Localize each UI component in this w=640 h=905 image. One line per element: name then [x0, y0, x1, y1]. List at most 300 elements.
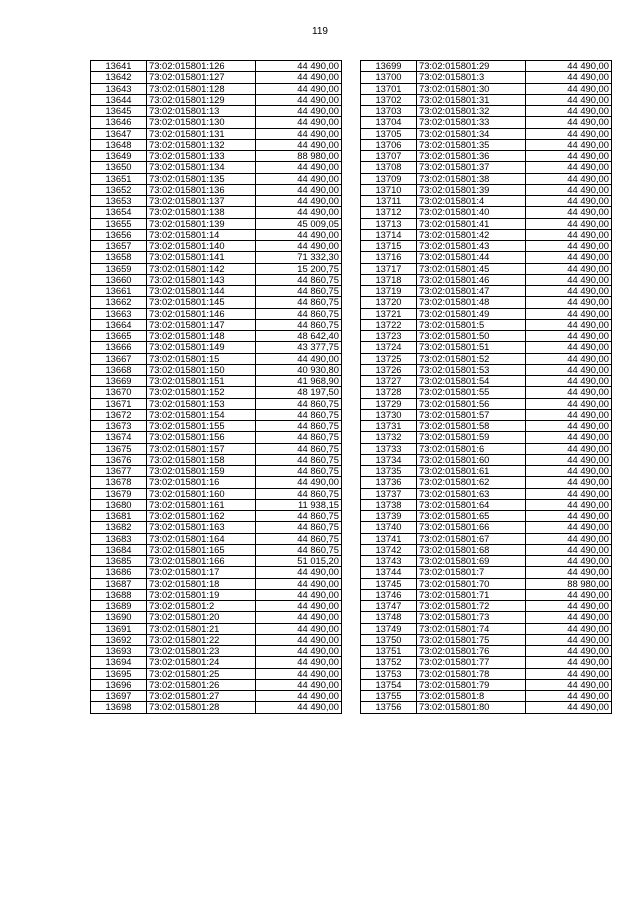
table-row [91, 263, 342, 274]
table-row [361, 61, 612, 72]
cadastral-table-left [90, 60, 342, 714]
amount-cell: 44 490,00 [256, 162, 342, 173]
table-row [361, 499, 612, 510]
amount-cell: 44 490,00 [256, 72, 342, 83]
amount-cell: 44 490,00 [256, 173, 342, 184]
table-row [91, 612, 342, 623]
row-number-cell: 13664 [91, 319, 147, 330]
amount-cell: 44 490,00 [526, 364, 612, 375]
table-row [361, 623, 612, 634]
row-number-cell: 13718 [361, 274, 417, 285]
table-row [361, 612, 612, 623]
row-number-cell: 13740 [361, 522, 417, 533]
table-row [91, 128, 342, 139]
cadastral-number-cell: 73:02:015801:53 [417, 364, 526, 375]
amount-cell: 44 490,00 [526, 421, 612, 432]
cadastral-number-cell: 73:02:015801:38 [417, 173, 526, 184]
row-number-cell: 13669 [91, 376, 147, 387]
table-row [91, 409, 342, 420]
table-row [361, 331, 612, 342]
table-row [361, 454, 612, 465]
table-row [91, 657, 342, 668]
table-row [91, 466, 342, 477]
cadastral-number-cell: 73:02:015801:154 [147, 409, 256, 420]
row-number-cell: 13686 [91, 567, 147, 578]
amount-cell: 44 490,00 [526, 207, 612, 218]
row-number-cell: 13673 [91, 421, 147, 432]
cadastral-number-cell: 73:02:015801:29 [417, 61, 526, 72]
row-number-cell: 13655 [91, 218, 147, 229]
row-number-cell: 13736 [361, 477, 417, 488]
table-row [91, 533, 342, 544]
cadastral-number-cell: 73:02:015801:24 [147, 657, 256, 668]
amount-cell: 44 490,00 [526, 106, 612, 117]
cadastral-number-cell: 73:02:015801:4 [417, 196, 526, 207]
cadastral-number-cell: 73:02:015801:51 [417, 342, 526, 353]
row-number-cell: 13748 [361, 612, 417, 623]
row-number-cell: 13710 [361, 184, 417, 195]
row-number-cell: 13689 [91, 601, 147, 612]
cadastral-number-cell: 73:02:015801:18 [147, 578, 256, 589]
cadastral-number-cell: 73:02:015801:151 [147, 376, 256, 387]
amount-cell: 44 490,00 [256, 612, 342, 623]
cadastral-number-cell: 73:02:015801:45 [417, 263, 526, 274]
table-row [361, 117, 612, 128]
cadastral-number-cell: 73:02:015801:160 [147, 488, 256, 499]
cadastral-number-cell: 73:02:015801:143 [147, 274, 256, 285]
table-row [91, 499, 342, 510]
table-row [361, 567, 612, 578]
row-number-cell: 13704 [361, 117, 417, 128]
row-number-cell: 13739 [361, 511, 417, 522]
amount-cell: 44 490,00 [526, 387, 612, 398]
table-row [361, 319, 612, 330]
amount-cell: 44 490,00 [256, 691, 342, 702]
table-row [91, 668, 342, 679]
cadastral-number-cell: 73:02:015801:59 [417, 432, 526, 443]
row-number-cell: 13707 [361, 151, 417, 162]
table-row [361, 511, 612, 522]
row-number-cell: 13730 [361, 409, 417, 420]
table-row [361, 387, 612, 398]
cadastral-number-cell: 73:02:015801:31 [417, 94, 526, 105]
row-number-cell: 13756 [361, 702, 417, 713]
table-row [361, 106, 612, 117]
cadastral-number-cell: 73:02:015801:25 [147, 668, 256, 679]
row-number-cell: 13684 [91, 544, 147, 555]
row-number-cell: 13713 [361, 218, 417, 229]
amount-cell: 44 490,00 [256, 353, 342, 364]
amount-cell: 44 860,75 [256, 432, 342, 443]
row-number-cell: 13677 [91, 466, 147, 477]
table-row [91, 117, 342, 128]
table-row [361, 398, 612, 409]
row-number-cell: 13670 [91, 387, 147, 398]
row-number-cell: 13702 [361, 94, 417, 105]
row-number-cell: 13708 [361, 162, 417, 173]
cadastral-number-cell: 73:02:015801:62 [417, 477, 526, 488]
table-row [91, 454, 342, 465]
cadastral-number-cell: 73:02:015801:41 [417, 218, 526, 229]
row-number-cell: 13741 [361, 533, 417, 544]
row-number-cell: 13698 [91, 702, 147, 713]
amount-cell: 71 332,30 [256, 252, 342, 263]
amount-cell: 44 860,75 [256, 286, 342, 297]
table-row [361, 443, 612, 454]
row-number-cell: 13661 [91, 286, 147, 297]
row-number-cell: 13644 [91, 94, 147, 105]
row-number-cell: 13742 [361, 544, 417, 555]
table-body [361, 61, 612, 714]
amount-cell: 44 490,00 [526, 319, 612, 330]
cadastral-number-cell: 73:02:015801:2 [147, 601, 256, 612]
amount-cell: 44 490,00 [256, 567, 342, 578]
cadastral-number-cell: 73:02:015801:164 [147, 533, 256, 544]
cadastral-number-cell: 73:02:015801:27 [147, 691, 256, 702]
cadastral-number-cell: 73:02:015801:36 [417, 151, 526, 162]
row-number-cell: 13732 [361, 432, 417, 443]
row-number-cell: 13703 [361, 106, 417, 117]
amount-cell: 44 490,00 [526, 128, 612, 139]
table-row [91, 184, 342, 195]
cadastral-number-cell: 73:02:015801:76 [417, 646, 526, 657]
table-row [91, 443, 342, 454]
amount-cell: 44 490,00 [526, 252, 612, 263]
row-number-cell: 13682 [91, 522, 147, 533]
cadastral-number-cell: 73:02:015801:35 [417, 139, 526, 150]
table-row [361, 297, 612, 308]
amount-cell: 44 490,00 [526, 376, 612, 387]
cadastral-number-cell: 73:02:015801:8 [417, 691, 526, 702]
cadastral-number-cell: 73:02:015801:19 [147, 589, 256, 600]
row-number-cell: 13712 [361, 207, 417, 218]
table-row [361, 466, 612, 477]
amount-cell: 43 377,75 [256, 342, 342, 353]
table-row [361, 634, 612, 645]
amount-cell: 44 490,00 [526, 646, 612, 657]
amount-cell: 44 490,00 [526, 139, 612, 150]
row-number-cell: 13685 [91, 556, 147, 567]
amount-cell: 44 860,75 [256, 319, 342, 330]
row-number-cell: 13749 [361, 623, 417, 634]
cadastral-number-cell: 73:02:015801:126 [147, 61, 256, 72]
table-row [91, 623, 342, 634]
cadastral-number-cell: 73:02:015801:68 [417, 544, 526, 555]
amount-cell: 44 860,75 [256, 308, 342, 319]
table-row [361, 691, 612, 702]
table-row [361, 229, 612, 240]
cadastral-number-cell: 73:02:015801:149 [147, 342, 256, 353]
cadastral-number-cell: 73:02:015801:58 [417, 421, 526, 432]
cadastral-number-cell: 73:02:015801:21 [147, 623, 256, 634]
amount-cell: 44 860,75 [256, 466, 342, 477]
table-row [91, 544, 342, 555]
amount-cell: 44 490,00 [526, 679, 612, 690]
amount-cell: 44 490,00 [526, 466, 612, 477]
amount-cell: 44 860,75 [256, 421, 342, 432]
cadastral-number-cell: 73:02:015801:64 [417, 499, 526, 510]
amount-cell: 44 490,00 [526, 522, 612, 533]
table-row [361, 252, 612, 263]
amount-cell: 44 490,00 [526, 488, 612, 499]
cadastral-number-cell: 73:02:015801:75 [417, 634, 526, 645]
cadastral-number-cell: 73:02:015801:60 [417, 454, 526, 465]
amount-cell: 44 490,00 [526, 533, 612, 544]
table-row [361, 274, 612, 285]
row-number-cell: 13731 [361, 421, 417, 432]
cadastral-number-cell: 73:02:015801:39 [417, 184, 526, 195]
table-row [361, 128, 612, 139]
amount-cell: 88 980,00 [256, 151, 342, 162]
amount-cell: 44 490,00 [256, 702, 342, 713]
table-row [91, 274, 342, 285]
row-number-cell: 13671 [91, 398, 147, 409]
table-row [361, 376, 612, 387]
amount-cell: 44 490,00 [526, 117, 612, 128]
cadastral-number-cell: 73:02:015801:145 [147, 297, 256, 308]
cadastral-number-cell: 73:02:015801:71 [417, 589, 526, 600]
cadastral-number-cell: 73:02:015801:133 [147, 151, 256, 162]
row-number-cell: 13654 [91, 207, 147, 218]
table-row [361, 646, 612, 657]
table-row [91, 297, 342, 308]
table-row [91, 229, 342, 240]
row-number-cell: 13706 [361, 139, 417, 150]
row-number-cell: 13711 [361, 196, 417, 207]
table-row [91, 162, 342, 173]
cadastral-number-cell: 73:02:015801:157 [147, 443, 256, 454]
cadastral-number-cell: 73:02:015801:61 [417, 466, 526, 477]
row-number-cell: 13701 [361, 83, 417, 94]
table-row [361, 702, 612, 713]
table-row [91, 151, 342, 162]
amount-cell: 44 490,00 [256, 646, 342, 657]
table-row [91, 601, 342, 612]
table-row [91, 567, 342, 578]
amount-cell: 44 490,00 [526, 511, 612, 522]
table-row [91, 139, 342, 150]
cadastral-number-cell: 73:02:015801:44 [417, 252, 526, 263]
row-number-cell: 13692 [91, 634, 147, 645]
amount-cell: 44 490,00 [526, 691, 612, 702]
row-number-cell: 13738 [361, 499, 417, 510]
amount-cell: 45 009,05 [256, 218, 342, 229]
cadastral-number-cell: 73:02:015801:147 [147, 319, 256, 330]
table-row [91, 387, 342, 398]
table-row [91, 511, 342, 522]
amount-cell: 44 490,00 [256, 94, 342, 105]
amount-cell: 44 860,75 [256, 511, 342, 522]
table-row [361, 83, 612, 94]
table-row [361, 657, 612, 668]
cadastral-number-cell: 73:02:015801:52 [417, 353, 526, 364]
row-number-cell: 13721 [361, 308, 417, 319]
table-row [361, 409, 612, 420]
cadastral-number-cell: 73:02:015801:156 [147, 432, 256, 443]
amount-cell: 44 490,00 [256, 196, 342, 207]
cadastral-number-cell: 73:02:015801:146 [147, 308, 256, 319]
cadastral-number-cell: 73:02:015801:3 [417, 72, 526, 83]
amount-cell: 44 490,00 [526, 274, 612, 285]
row-number-cell: 13722 [361, 319, 417, 330]
row-number-cell: 13641 [91, 61, 147, 72]
amount-cell: 44 490,00 [256, 679, 342, 690]
amount-cell: 44 860,75 [256, 454, 342, 465]
amount-cell: 44 490,00 [526, 184, 612, 195]
amount-cell: 44 490,00 [256, 139, 342, 150]
amount-cell: 44 490,00 [526, 702, 612, 713]
cadastral-number-cell: 73:02:015801:134 [147, 162, 256, 173]
cadastral-number-cell: 73:02:015801:17 [147, 567, 256, 578]
row-number-cell: 13695 [91, 668, 147, 679]
cadastral-number-cell: 73:02:015801:54 [417, 376, 526, 387]
row-number-cell: 13651 [91, 173, 147, 184]
table-row [361, 589, 612, 600]
cadastral-number-cell: 73:02:015801:130 [147, 117, 256, 128]
table-row [91, 241, 342, 252]
amount-cell: 44 860,75 [256, 544, 342, 555]
table-row [91, 61, 342, 72]
row-number-cell: 13662 [91, 297, 147, 308]
amount-cell: 44 490,00 [256, 601, 342, 612]
page-number: 119 [312, 26, 328, 37]
cadastral-number-cell: 73:02:015801:7 [417, 567, 526, 578]
cadastral-number-cell: 73:02:015801:37 [417, 162, 526, 173]
table-row [91, 252, 342, 263]
table-row [361, 173, 612, 184]
table-row [361, 207, 612, 218]
table-row [91, 72, 342, 83]
amount-cell: 44 860,75 [256, 488, 342, 499]
row-number-cell: 13687 [91, 578, 147, 589]
amount-cell: 44 490,00 [256, 117, 342, 128]
cadastral-number-cell: 73:02:015801:56 [417, 398, 526, 409]
row-number-cell: 13653 [91, 196, 147, 207]
cadastral-number-cell: 73:02:015801:150 [147, 364, 256, 375]
amount-cell: 44 490,00 [526, 398, 612, 409]
cadastral-number-cell: 73:02:015801:15 [147, 353, 256, 364]
table-row [91, 376, 342, 387]
row-number-cell: 13694 [91, 657, 147, 668]
amount-cell: 44 490,00 [526, 162, 612, 173]
cadastral-number-cell: 73:02:015801:140 [147, 241, 256, 252]
amount-cell: 48 197,50 [256, 387, 342, 398]
row-number-cell: 13658 [91, 252, 147, 263]
row-number-cell: 13724 [361, 342, 417, 353]
row-number-cell: 13660 [91, 274, 147, 285]
row-number-cell: 13645 [91, 106, 147, 117]
row-number-cell: 13665 [91, 331, 147, 342]
row-number-cell: 13648 [91, 139, 147, 150]
row-number-cell: 13666 [91, 342, 147, 353]
table-row [91, 331, 342, 342]
row-number-cell: 13750 [361, 634, 417, 645]
table-row [361, 477, 612, 488]
cadastral-number-cell: 73:02:015801:136 [147, 184, 256, 195]
amount-cell: 44 490,00 [526, 668, 612, 679]
amount-cell: 44 490,00 [256, 623, 342, 634]
cadastral-number-cell: 73:02:015801:28 [147, 702, 256, 713]
cadastral-number-cell: 73:02:015801:162 [147, 511, 256, 522]
row-number-cell: 13755 [361, 691, 417, 702]
cadastral-number-cell: 73:02:015801:159 [147, 466, 256, 477]
amount-cell: 44 490,00 [526, 151, 612, 162]
amount-cell: 44 490,00 [526, 297, 612, 308]
row-number-cell: 13657 [91, 241, 147, 252]
cadastral-number-cell: 73:02:015801:46 [417, 274, 526, 285]
amount-cell: 44 490,00 [526, 308, 612, 319]
table-row [91, 308, 342, 319]
cadastral-number-cell: 73:02:015801:142 [147, 263, 256, 274]
table-row [361, 679, 612, 690]
cadastral-number-cell: 73:02:015801:6 [417, 443, 526, 454]
table-row [361, 533, 612, 544]
row-number-cell: 13659 [91, 263, 147, 274]
cadastral-number-cell: 73:02:015801:63 [417, 488, 526, 499]
amount-cell: 44 490,00 [526, 544, 612, 555]
cadastral-number-cell: 73:02:015801:135 [147, 173, 256, 184]
amount-cell: 15 200,75 [256, 263, 342, 274]
row-number-cell: 13667 [91, 353, 147, 364]
row-number-cell: 13746 [361, 589, 417, 600]
amount-cell: 44 490,00 [526, 634, 612, 645]
cadastral-number-cell: 73:02:015801:166 [147, 556, 256, 567]
amount-cell: 44 490,00 [526, 286, 612, 297]
amount-cell: 44 490,00 [256, 578, 342, 589]
cadastral-table-right [360, 60, 612, 714]
table-row [91, 589, 342, 600]
amount-cell: 44 490,00 [256, 229, 342, 240]
table-row [361, 556, 612, 567]
table-row [361, 522, 612, 533]
table-row [361, 544, 612, 555]
amount-cell: 44 490,00 [526, 263, 612, 274]
amount-cell: 44 490,00 [526, 342, 612, 353]
cadastral-number-cell: 73:02:015801:161 [147, 499, 256, 510]
table-row [91, 634, 342, 645]
amount-cell: 41 968,90 [256, 376, 342, 387]
cadastral-number-cell: 73:02:015801:32 [417, 106, 526, 117]
row-number-cell: 13729 [361, 398, 417, 409]
cadastral-number-cell: 73:02:015801:16 [147, 477, 256, 488]
amount-cell: 44 490,00 [256, 634, 342, 645]
row-number-cell: 13734 [361, 454, 417, 465]
cadastral-number-cell: 73:02:015801:69 [417, 556, 526, 567]
row-number-cell: 13735 [361, 466, 417, 477]
row-number-cell: 13674 [91, 432, 147, 443]
cadastral-number-cell: 73:02:015801:30 [417, 83, 526, 94]
amount-cell: 44 490,00 [526, 589, 612, 600]
row-number-cell: 13647 [91, 128, 147, 139]
row-number-cell: 13705 [361, 128, 417, 139]
row-number-cell: 13679 [91, 488, 147, 499]
cadastral-number-cell: 73:02:015801:49 [417, 308, 526, 319]
row-number-cell: 13723 [361, 331, 417, 342]
row-number-cell: 13737 [361, 488, 417, 499]
amount-cell: 44 490,00 [256, 184, 342, 195]
table-row [361, 286, 612, 297]
amount-cell: 44 490,00 [526, 229, 612, 240]
cadastral-number-cell: 73:02:015801:131 [147, 128, 256, 139]
cadastral-number-cell: 73:02:015801:129 [147, 94, 256, 105]
amount-cell: 44 490,00 [256, 61, 342, 72]
row-number-cell: 13680 [91, 499, 147, 510]
cadastral-number-cell: 73:02:015801:13 [147, 106, 256, 117]
amount-cell: 44 490,00 [256, 477, 342, 488]
row-number-cell: 13743 [361, 556, 417, 567]
amount-cell: 44 490,00 [526, 72, 612, 83]
row-number-cell: 13663 [91, 308, 147, 319]
